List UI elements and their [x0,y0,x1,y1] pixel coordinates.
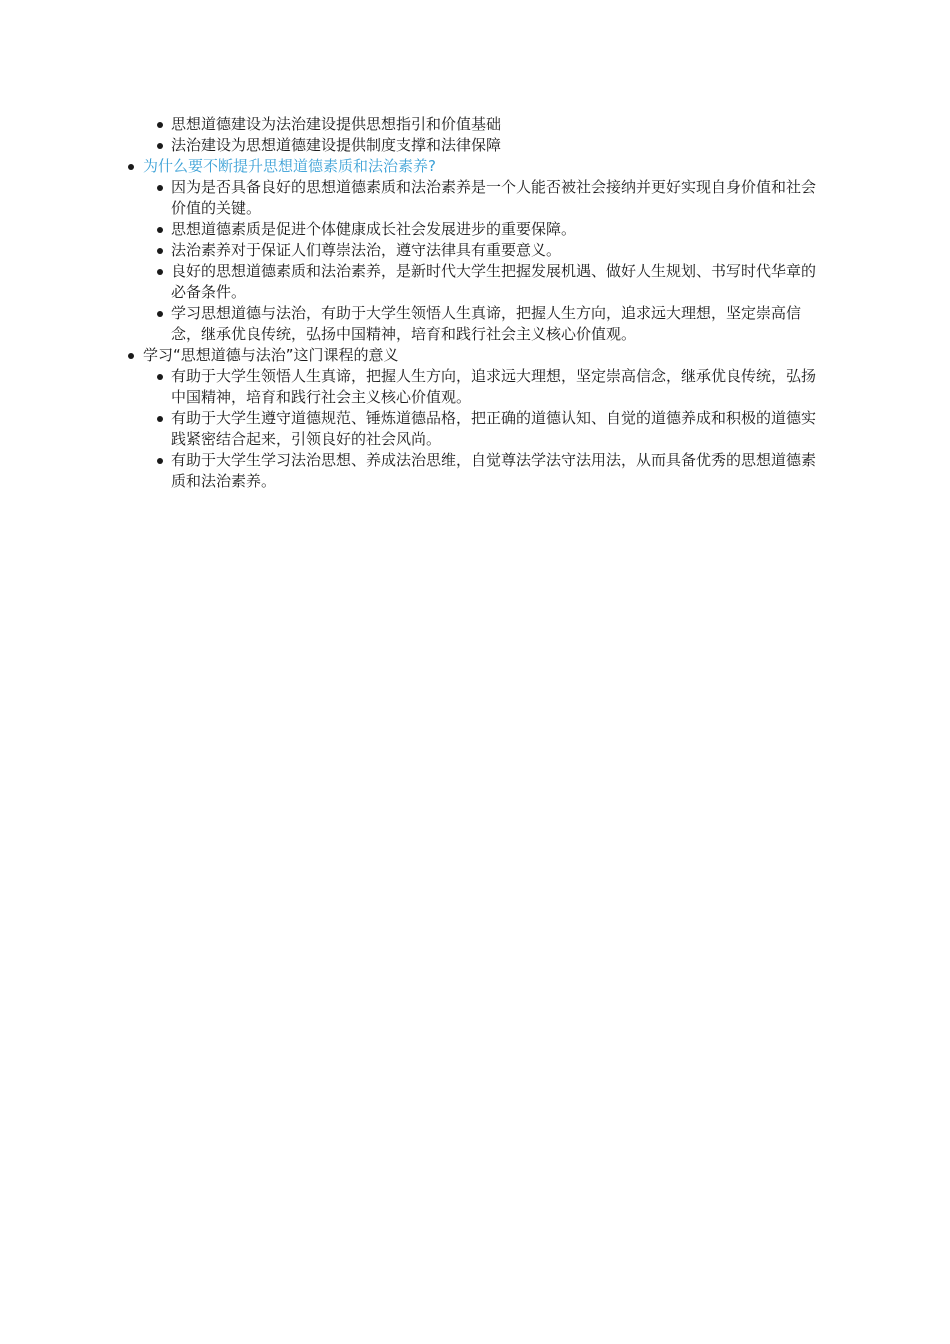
bullet-icon [157,458,163,464]
section-heading-text: 学习“思想道德与法治”这门课程的意义 [143,346,399,364]
bullet-icon [157,416,163,422]
list-item-text: 思想道德建设为法治建设提供思想指引和价值基础 [171,115,502,133]
list-item-text: 有助于大学生学习法治思想、养成法治思维，自觉尊法学法守法用法，从而具备优秀的思想道德素质和法治素养。 [171,451,817,490]
list-item-text: 学习思想道德与法治，有助于大学生领悟人生真谛，把握人生方向，追求远大理想，坚定崇高信念，继承优良传统，弘扬中国精神，培育和践行社会主义核心价值观。 [171,304,802,343]
list-item [0,177,825,219]
bullet-icon [157,122,163,128]
bullet-icon [157,143,163,149]
list-item [0,114,825,135]
list-item-text: 有助于大学生遵守道德规范、锤炼道德品格，把正确的道德认知、自觉的道德养成和积极的道德实践紧密结合起来，引领良好的社会风尚。 [171,409,817,448]
list-item-text: 有助于大学生领悟人生真谛，把握人生方向，追求远大理想，坚定崇高信念，继承优良传统，弘扬中国精神，培育和践行社会主义核心价值观。 [171,367,817,406]
list-item [0,303,825,345]
document-body [0,114,950,492]
list-item-text: 法治建设为思想道德建设提供制度支撑和法律保障 [171,136,502,154]
section-heading-why-improve[interactable] [0,156,825,177]
list-item [0,135,825,156]
bullet-icon [157,185,163,191]
list-item-text: 思想道德素质是促进个体健康成长社会发展进步的重要保障。 [171,220,577,238]
bullet-icon [128,353,134,359]
list-item [0,261,825,303]
list-item [0,408,825,450]
bullet-icon [128,164,134,170]
section-heading-course-meaning [0,345,825,366]
bullet-icon [157,269,163,275]
list-item [0,366,825,408]
bullet-icon [157,311,163,317]
list-item-text: 法治素养对于保证人们尊崇法治，遵守法律具有重要意义。 [171,241,562,259]
list-item [0,240,825,261]
bullet-icon [157,374,163,380]
bullet-icon [157,227,163,233]
bullet-icon [157,248,163,254]
section-link[interactable]: 为什么要不断提升思想道德素质和法治素养? [143,157,436,175]
list-item [0,219,825,240]
list-item-text: 良好的思想道德素质和法治素养，是新时代大学生把握发展机遇、做好人生规划、书写时代华章的必备条件。 [171,262,817,301]
list-item-text: 因为是否具备良好的思想道德素质和法治素养是一个人能否被社会接纳并更好实现自身价值和社会价值的关键。 [171,178,817,217]
list-item [0,450,825,492]
